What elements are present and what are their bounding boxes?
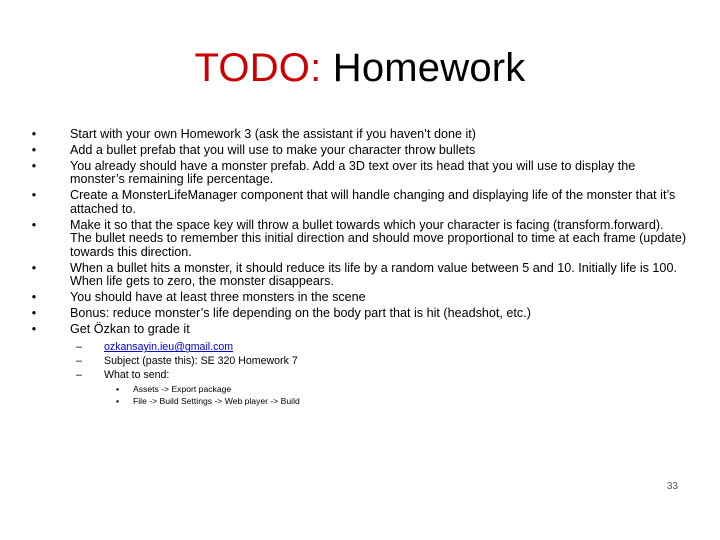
list-item	[28, 160, 688, 187]
sub-bullet-list	[28, 340, 688, 407]
square-bullet-icon: ▪	[116, 395, 120, 406]
dash-icon: –	[76, 369, 82, 382]
list-item	[28, 323, 688, 336]
list-item-text: You should have at least three monsters in the scene	[70, 290, 366, 305]
what-to-send-text: What to send:	[104, 369, 170, 382]
list-item-text: When a bullet hits a monster, it should reduce its life by a random value between 5 and 10. Initially life is 100. When life gets to zero, the monster disappears.	[70, 260, 677, 289]
bullet-icon: •	[31, 322, 37, 337]
list-item-text: Add a bullet prefab that you will use to make your character throw bullets	[70, 143, 476, 157]
slide-title	[0, 44, 720, 92]
sub-list-item	[28, 354, 688, 368]
list-item	[28, 262, 688, 289]
subsub-item-text: Assets -> Export package	[133, 384, 232, 395]
bullet-icon: •	[31, 188, 37, 203]
subsub-list-item	[28, 384, 688, 396]
title-highlight: TODO:	[194, 46, 322, 90]
email-link[interactable]: ozkansayin.ieu@gmail.com	[104, 341, 234, 354]
sub-list-item	[28, 368, 688, 382]
subsub-list	[28, 384, 688, 407]
dash-icon: –	[76, 355, 82, 368]
list-item	[28, 219, 688, 259]
dash-icon: –	[76, 341, 82, 354]
list-item	[28, 307, 688, 320]
list-item	[28, 128, 688, 141]
title-text: Homework	[321, 46, 526, 90]
subject-text: Subject (paste this): SE 320 Homework 7	[104, 355, 298, 368]
page-number: 33	[666, 481, 678, 492]
bullet-icon: •	[31, 143, 37, 157]
square-bullet-icon: ▪	[116, 384, 120, 395]
bullet-icon: •	[31, 290, 37, 305]
list-item-text: Start with your own Homework 3 (ask the assistant if you haven’t done it)	[70, 127, 476, 141]
bullet-list	[28, 128, 688, 407]
list-item	[28, 291, 688, 304]
bullet-icon: •	[31, 159, 37, 173]
subsub-list-item	[28, 396, 688, 408]
bullet-icon: •	[31, 217, 37, 232]
bullet-icon: •	[31, 260, 37, 275]
list-item-text: Bonus: reduce monster’s life depending on the body part that is hit (headshot, etc.)	[70, 306, 531, 321]
list-item-text: Make it so that the space key will throw a bullet towards which your character is facing (transform.forward). The bullet needs to remember this initial direction and should move proportional to time at each frame (update) towards this direction.	[70, 217, 687, 259]
bullet-icon: •	[31, 306, 37, 321]
list-item	[28, 189, 688, 216]
sub-list-item	[28, 340, 688, 354]
list-item-text: You already should have a monster prefab. Add a 3D text over its head that you will use to display the monster’s remaining life percentage.	[70, 159, 636, 187]
list-item	[28, 144, 688, 157]
list-item-text: Create a MonsterLifeManager component that will handle changing and displaying life of the monster that it’s attached to.	[70, 188, 676, 216]
bullet-icon: •	[31, 127, 37, 141]
list-item-text: Get Özkan to grade it	[70, 322, 190, 337]
subsub-item-text: File -> Build Settings -> Web player -> Build	[133, 395, 300, 406]
